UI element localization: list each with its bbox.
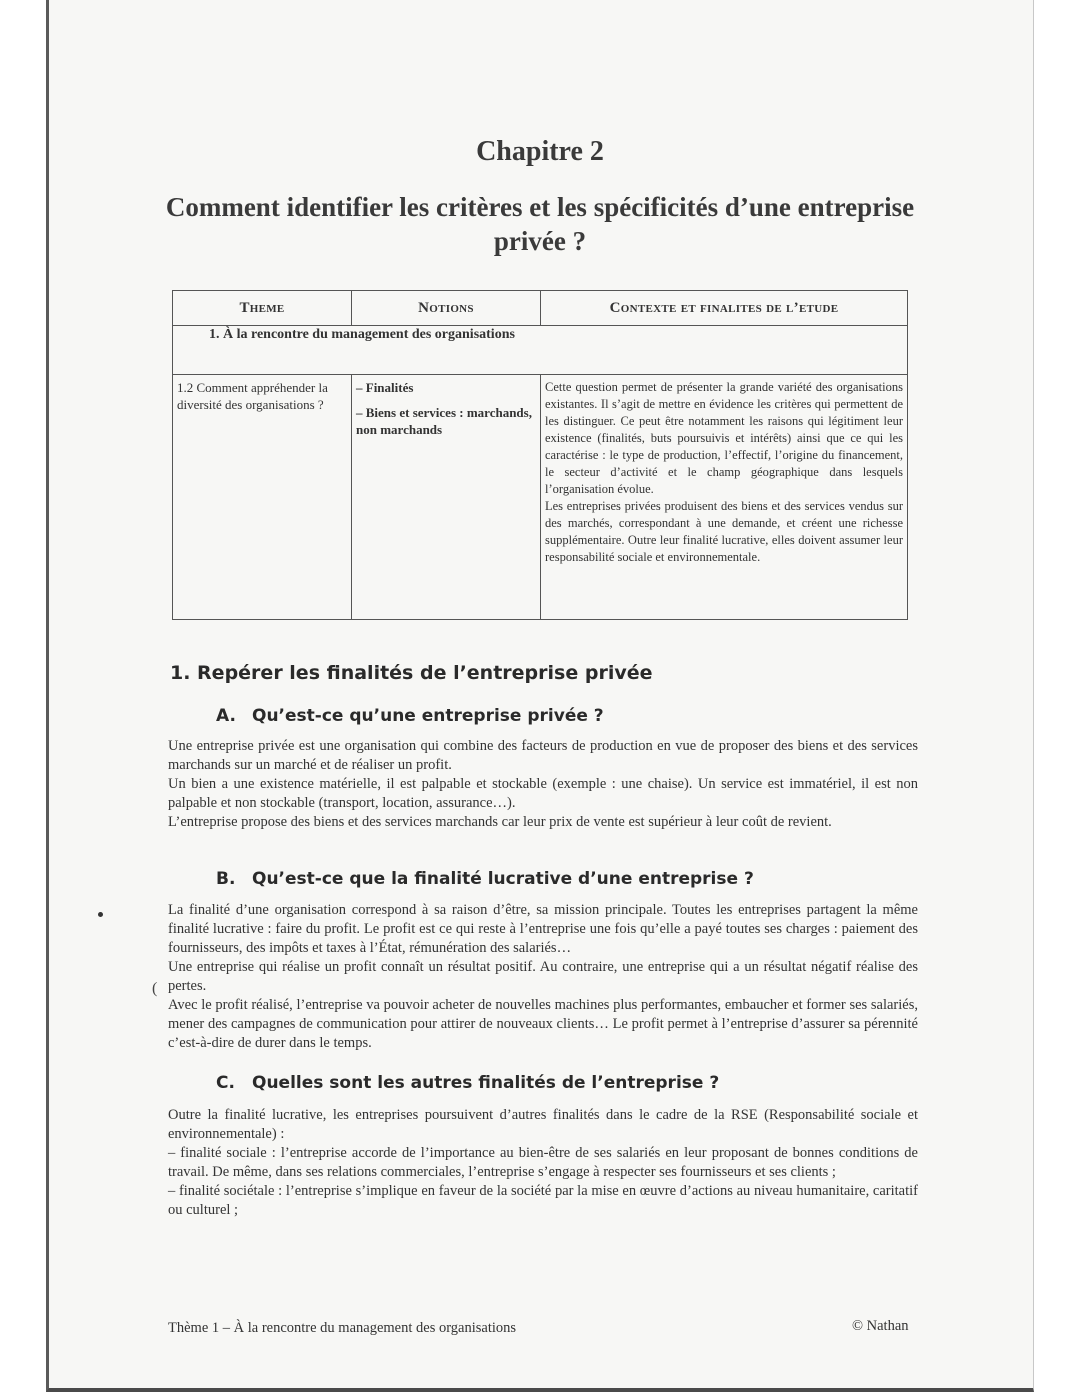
notion-item: – Biens et services : marchands, non marchands <box>356 405 532 437</box>
paragraph: Outre la finalité lucrative, les entreprises poursuivent d’autres finalités dans le cadre de la RSE (Responsabilité sociale et environnementale) : <box>168 1107 918 1142</box>
context-paragraph: Cette question permet de présenter la grande variété des organisations existantes. Il s’agit de mettre en évidence les critères qui permettent de les distinguer. Ce peut être notamment les raisons qui légitiment leur existence (finalités, buts poursuivis et intérêts) ainsi que ce qui les caractérise : le type de production, l’effectif, l’origine du financement, le secteur d’activité et le champ géographique dans lesquels l’organisation évolue. <box>545 380 903 496</box>
paragraph: – finalité sociale : l’entreprise accorde de l’importance au bien-être de ses salariés en leur proposant de bonnes conditions de travail. De même, dans ses relations commerciales, l’entreprise s’engage à respecter ses fournisseurs et ses clients ; <box>168 1145 918 1180</box>
context-cell <box>541 375 908 620</box>
subsection-title: Qu’est-ce qu’une entreprise privée ? <box>252 706 604 726</box>
paragraph: – finalité sociétale : l’entreprise s’implique en faveur de la société par la mise en œuvre d’actions au niveau humanitaire, caritatif ou culturel ; <box>168 1183 918 1218</box>
notion-item: – Finalités <box>356 380 414 395</box>
chapter-title: Comment identifier les critères et les spécificités d’une entreprise privée ? <box>165 192 915 256</box>
footer-theme: Thème 1 – À la rencontre du management des organisations <box>168 1320 517 1336</box>
context-paragraph: Les entreprises privées produisent des biens et des services vendus sur des marchés, correspondant à une demande, et créent une richesse supplémentaire. Outre leur finalité lucrative, elles doivent assumer leur responsabilité sociale et environnementale. <box>545 499 903 564</box>
subsection-heading-c <box>216 1073 719 1093</box>
table-header-row <box>173 291 908 326</box>
subsection-b-body <box>168 901 918 1053</box>
header-theme: Theme <box>173 291 352 326</box>
subsection-letter: A. <box>216 706 236 726</box>
subsection-c-body <box>168 1106 918 1220</box>
paragraph: La finalité d’une organisation correspond à sa raison d’être, sa mission principale. Toutes les entreprises partagent la même finalité lucrative : faire du profit. Le profit est ce qui reste à l’entreprise une fois qu’elle a payé toutes ses charges : paiement des fournisseurs, des impôts et taxes à l’État, rémunération des salariés… <box>168 902 918 956</box>
margin-bracket-mark: ( <box>152 980 158 997</box>
notions-cell <box>352 375 541 620</box>
subsection-title: Qu’est-ce que la finalité lucrative d’une entreprise ? <box>252 869 754 889</box>
paragraph: L’entreprise propose des biens et des services marchands car leur prix de vente est supérieur à leur coût de revient. <box>168 814 832 830</box>
subsection-a-body <box>168 737 918 832</box>
subsection-heading-b <box>216 869 754 889</box>
chapter-label: Chapitre 2 <box>476 136 604 167</box>
section-heading: 1. Repérer les finalités de l’entreprise privée <box>170 662 653 684</box>
header-notions: Notions <box>352 291 541 326</box>
subsection-letter: B. <box>216 869 236 889</box>
subsection-heading-a <box>216 706 604 726</box>
program-table <box>172 290 908 620</box>
header-context: Contexte et finalites de l’etude <box>541 291 908 326</box>
subsection-letter: C. <box>216 1073 235 1093</box>
margin-dot-mark <box>98 912 103 917</box>
subsection-title: Quelles sont les autres finalités de l’entreprise ? <box>252 1073 720 1093</box>
question-cell: 1.2 Comment appréhender la diversité des organisations ? <box>173 375 352 620</box>
table-row <box>173 375 908 620</box>
theme-row-label: 1. À la rencontre du management des organisations <box>173 326 908 375</box>
paragraph: Une entreprise privée est une organisation qui combine des facteurs de production en vue de proposer des biens et des services marchands sur un marché et de réaliser un profit. <box>168 738 918 773</box>
paragraph: Une entreprise qui réalise un profit connaît un résultat positif. Au contraire, une entreprise qui a un résultat négatif réalise des pertes. <box>168 959 918 994</box>
paragraph: Un bien a une existence matérielle, il est palpable et stockable (exemple : une chaise). Un service est immatériel, il est non palpable et non stockable (transport, location, assurance…). <box>168 776 918 811</box>
footer-copyright: © Nathan <box>852 1318 909 1334</box>
paragraph: Avec le profit réalisé, l’entreprise va pouvoir acheter de nouvelles machines plus performantes, embaucher et former ses salariés, mener des campagnes de communication pour attirer de nouveaux clients… Le profit permet à l’entreprise d’assurer sa pérennité c’est-à-dire de durer dans le temps. <box>168 997 918 1051</box>
theme-row <box>173 326 908 375</box>
